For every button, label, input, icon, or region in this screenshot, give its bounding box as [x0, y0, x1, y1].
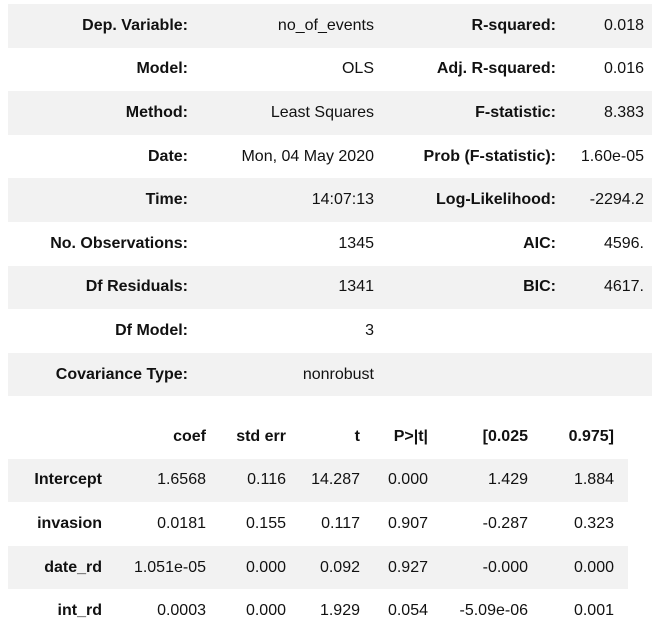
- table-row: [8, 589, 628, 633]
- model-summary-table: [8, 4, 652, 396]
- summary-label: Time:: [145, 191, 188, 209]
- coef-cell: 0.000: [387, 471, 428, 489]
- summary-label: Df Model:: [115, 321, 188, 339]
- summary-row: [8, 91, 652, 135]
- coef-cell: 1.429: [487, 471, 528, 489]
- coef-cell: 0.117: [321, 514, 360, 532]
- coef-cell: 0.907: [387, 514, 428, 532]
- coef-cell: 0.155: [245, 514, 286, 532]
- summary-value: -2294.2: [589, 191, 644, 209]
- summary-value: 0.016: [603, 60, 644, 78]
- coef-row-label: invasion: [37, 514, 102, 532]
- summary-row: [8, 48, 652, 92]
- coef-cell: 1.051e-05: [133, 558, 206, 576]
- coef-cell: 0.092: [319, 558, 360, 576]
- summary-value: Least Squares: [270, 103, 374, 121]
- summary-label: BIC:: [523, 278, 556, 296]
- coef-cell: 0.054: [387, 602, 428, 620]
- coef-cell: 0.0181: [157, 514, 206, 532]
- summary-value: 8.383: [603, 103, 644, 121]
- coef-header: P>|t|: [393, 427, 428, 445]
- coef-cell: 1.6568: [157, 471, 206, 489]
- coef-cell: 0.323: [573, 514, 614, 532]
- table-row: [8, 502, 628, 546]
- coef-cell: 0.000: [245, 602, 286, 620]
- summary-value: Mon, 04 May 2020: [241, 147, 374, 165]
- coef-cell: 0.116: [247, 471, 286, 489]
- coef-header: 0.975]: [568, 427, 614, 445]
- coef-row-label: Intercept: [34, 471, 102, 489]
- summary-label: Df Residuals:: [85, 278, 188, 296]
- summary-value: 1341: [338, 278, 374, 296]
- summary-value: 3: [365, 321, 374, 339]
- coef-cell: -5.09e-06: [459, 602, 528, 620]
- coef-cell: 0.927: [387, 558, 428, 576]
- summary-row: [8, 4, 652, 48]
- summary-row: [8, 178, 652, 222]
- summary-label: Dep. Variable:: [82, 16, 188, 34]
- coef-cell: 0.0003: [157, 602, 206, 620]
- summary-label: R-squared:: [471, 16, 556, 34]
- coef-header: t: [354, 427, 360, 445]
- summary-label: Adj. R-squared:: [436, 60, 556, 78]
- summary-value: 0.018: [603, 16, 644, 34]
- summary-label: Model:: [136, 60, 188, 78]
- summary-value: 1345: [338, 234, 374, 252]
- coef-header-row: [8, 415, 628, 459]
- coef-cell: 0.000: [573, 558, 614, 576]
- summary-row: [8, 309, 652, 353]
- coef-cell: 1.929: [319, 602, 360, 620]
- summary-label: Prob (F-statistic):: [423, 147, 556, 165]
- table-row: [8, 546, 628, 590]
- summary-value: OLS: [341, 60, 374, 78]
- coef-header: std err: [236, 427, 286, 445]
- summary-value: 4596.: [603, 234, 644, 252]
- summary-value: 1.60e-05: [580, 147, 644, 165]
- summary-label: AIC:: [523, 234, 556, 252]
- coef-cell: 0.001: [573, 602, 614, 620]
- summary-value: nonrobust: [302, 365, 374, 383]
- summary-row: [8, 353, 652, 397]
- coef-row-label: date_rd: [44, 558, 102, 576]
- coef-header: [0.025: [482, 427, 528, 445]
- summary-value: 4617.: [603, 278, 644, 296]
- coef-cell: -0.287: [482, 514, 528, 532]
- coef-cell: 14.287: [311, 471, 360, 489]
- summary-label: Method:: [125, 103, 188, 121]
- summary-row: [8, 135, 652, 179]
- coef-cell: 0.000: [245, 558, 286, 576]
- summary-value: 14:07:13: [311, 191, 374, 209]
- coef-cell: -0.000: [482, 558, 528, 576]
- coef-cell: 1.884: [573, 471, 614, 489]
- coef-row-label: int_rd: [57, 602, 102, 620]
- coef-header: coef: [173, 427, 206, 445]
- summary-row: [8, 266, 652, 310]
- summary-row: [8, 222, 652, 266]
- summary-label: Date:: [147, 147, 188, 165]
- coefficient-table: [8, 415, 628, 633]
- summary-label: Covariance Type:: [55, 365, 188, 383]
- summary-label: F-statistic:: [475, 103, 556, 121]
- summary-value: no_of_events: [277, 16, 374, 34]
- summary-label: No. Observations:: [50, 234, 188, 252]
- summary-label: Log-Likelihood:: [436, 191, 556, 209]
- table-row: [8, 459, 628, 503]
